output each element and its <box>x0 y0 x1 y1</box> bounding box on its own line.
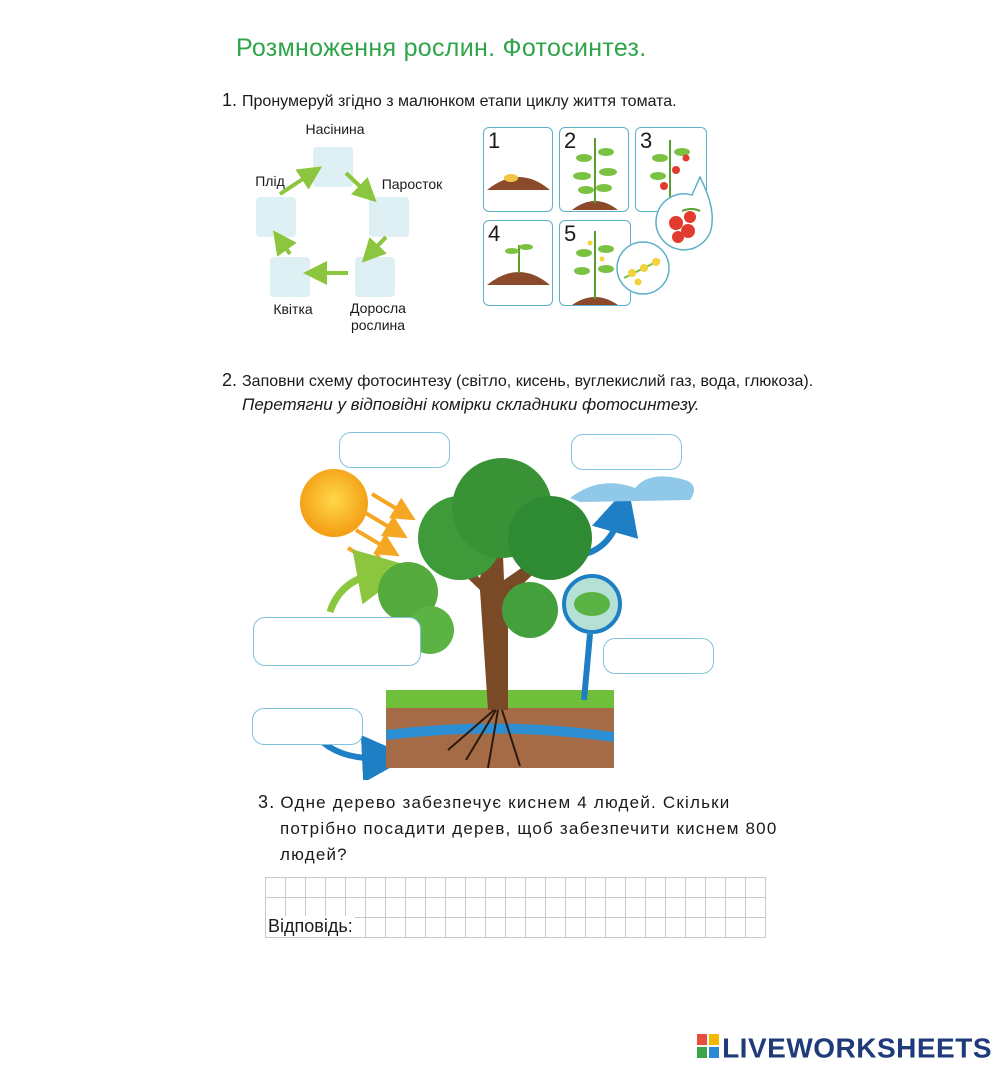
grid-cell[interactable] <box>426 918 446 938</box>
grid-cell[interactable] <box>506 898 526 918</box>
grid-cell[interactable] <box>666 918 686 938</box>
arrow-seed-sprout <box>346 173 368 194</box>
task1-text: Пронумеруй згідно з малюнком етапи циклу життя томата. <box>242 93 677 110</box>
task2-instruction: Перетягни у відповідні комірки складники фотосинтезу. <box>242 395 700 414</box>
life-cycle-diagram <box>240 118 460 338</box>
grid-cell[interactable] <box>686 878 706 898</box>
sun-icon <box>300 469 368 537</box>
grid-cell[interactable] <box>586 878 606 898</box>
stage-card-2: 2 <box>559 127 629 212</box>
grid-cell[interactable] <box>666 878 686 898</box>
grid-cell[interactable] <box>626 898 646 918</box>
grid-cell[interactable] <box>266 878 286 898</box>
co2-in-arrow-icon <box>330 573 378 612</box>
grid-cell[interactable] <box>566 878 586 898</box>
arrow-flower-fruit <box>280 240 290 254</box>
soil-seed-icon <box>484 128 554 213</box>
grid-cell[interactable] <box>366 898 386 918</box>
task1-number: 1. <box>222 90 238 110</box>
grid-cell[interactable] <box>306 878 326 898</box>
grid-cell[interactable] <box>526 918 546 938</box>
grid-cell[interactable] <box>666 898 686 918</box>
grid-cell[interactable] <box>686 918 706 938</box>
grid-cell[interactable] <box>266 898 286 918</box>
grid-cell[interactable] <box>546 918 566 938</box>
grid-cell[interactable] <box>406 878 426 898</box>
grid-cell[interactable] <box>366 918 386 938</box>
logo-text: LIVEWORKSHEETS <box>722 1033 992 1064</box>
stage-card-3: 3 <box>635 127 707 212</box>
label-flower: Квітка <box>273 301 313 317</box>
drop-box-carbon-dioxide[interactable] <box>253 617 421 666</box>
stage-card-4: 4 <box>483 220 553 306</box>
arrow-fruit-seed <box>280 173 312 194</box>
task2-prompt <box>222 370 813 391</box>
grid-cell[interactable] <box>286 898 306 918</box>
grid-cell[interactable] <box>606 918 626 938</box>
label-seed: Насінина <box>305 121 365 137</box>
grid-cell[interactable] <box>626 878 646 898</box>
grid-cell[interactable] <box>586 898 606 918</box>
grid-cell[interactable] <box>646 918 666 938</box>
label-fruit: Плід <box>255 173 285 189</box>
grid-cell[interactable] <box>746 918 766 938</box>
drop-box-glucose[interactable] <box>603 638 714 674</box>
grid-cell[interactable] <box>726 878 746 898</box>
cycle-arrows <box>240 118 460 338</box>
liveworksheets-logo <box>697 1031 992 1065</box>
arrow-sprout-adult <box>370 237 386 254</box>
grid-cell[interactable] <box>346 878 366 898</box>
grid-cell[interactable] <box>466 878 486 898</box>
grid-cell[interactable] <box>506 878 526 898</box>
task2-text: Заповни схему фотосинтезу (світло, кисень, вуглекислий газ, вода, глюкоза). <box>242 373 814 390</box>
cloud-icon <box>570 476 694 502</box>
task3-number: 3. <box>258 792 276 812</box>
young-plant-icon <box>560 128 630 213</box>
grid-cell[interactable] <box>426 898 446 918</box>
grid-cell[interactable] <box>466 898 486 918</box>
task2-number: 2. <box>222 370 238 390</box>
grid-cell[interactable] <box>546 898 566 918</box>
grid-cell[interactable] <box>386 898 406 918</box>
grid-cell[interactable] <box>706 918 726 938</box>
grid-cell[interactable] <box>726 898 746 918</box>
grid-cell[interactable] <box>326 878 346 898</box>
label-sprout: Паросток <box>381 176 443 192</box>
grid-cell[interactable] <box>486 918 506 938</box>
grid-cell[interactable] <box>386 918 406 938</box>
grid-cell[interactable] <box>286 878 306 898</box>
drop-box-water[interactable] <box>252 708 363 745</box>
answer-label: Відповідь: <box>268 916 353 936</box>
grid-cell[interactable] <box>626 918 646 938</box>
label-adult-plant: Доросла рослина <box>350 300 406 333</box>
grid-cell[interactable] <box>546 878 566 898</box>
grid-cell[interactable] <box>566 918 586 938</box>
stage-card-5: 5 <box>559 220 631 306</box>
grid-cell[interactable] <box>446 918 466 938</box>
drop-box-light[interactable] <box>339 432 450 468</box>
grid-cell[interactable] <box>506 918 526 938</box>
grid-cell[interactable] <box>586 918 606 938</box>
grid-cell[interactable] <box>406 898 426 918</box>
grid-cell[interactable] <box>346 898 366 918</box>
grid-cell[interactable] <box>486 878 506 898</box>
grid-cell[interactable] <box>706 898 726 918</box>
grid-cell[interactable] <box>646 878 666 898</box>
grid-cell[interactable] <box>566 898 586 918</box>
grid-row <box>266 878 766 898</box>
grid-cell[interactable] <box>366 878 386 898</box>
sprout-icon <box>484 221 554 307</box>
grid-cell[interactable] <box>426 878 446 898</box>
grid-cell[interactable] <box>526 878 546 898</box>
grid-cell[interactable] <box>646 898 666 918</box>
grid-cell[interactable] <box>386 878 406 898</box>
grid-cell[interactable] <box>606 878 626 898</box>
logo-icon <box>697 1033 719 1065</box>
grid-cell[interactable] <box>746 878 766 898</box>
grid-row <box>266 898 766 918</box>
grid-cell[interactable] <box>446 898 466 918</box>
grid-cell[interactable] <box>686 898 706 918</box>
grid-cell[interactable] <box>466 918 486 938</box>
grid-cell[interactable] <box>746 898 766 918</box>
task1-prompt <box>222 90 677 111</box>
drop-box-oxygen[interactable] <box>571 434 682 470</box>
grid-cell[interactable] <box>406 918 426 938</box>
grid-cell[interactable] <box>726 918 746 938</box>
grid-cell[interactable] <box>526 898 546 918</box>
grid-cell[interactable] <box>606 898 626 918</box>
grid-cell[interactable] <box>306 898 326 918</box>
flower-zoom <box>614 240 672 296</box>
grid-cell[interactable] <box>486 898 506 918</box>
grid-cell[interactable] <box>446 878 466 898</box>
task3-prompt: 3. Одне дерево забезпечує киснем 4 людей. Скільки потрібно посадити дерев, щоб забезпечити киснем 800 людей? <box>258 792 778 864</box>
grid-cell[interactable] <box>706 878 726 898</box>
page-title: Розмноження рослин. Фотосинтез. <box>236 34 647 62</box>
grid-cell[interactable] <box>326 898 346 918</box>
stage-card-1: 1 <box>483 127 553 212</box>
